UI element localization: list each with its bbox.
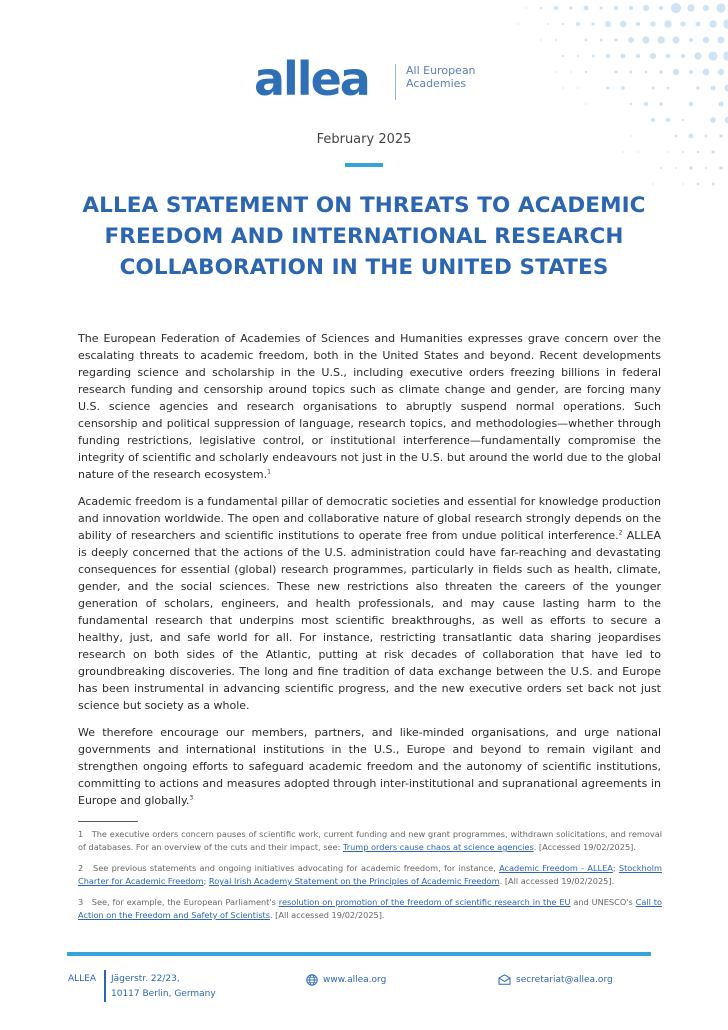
footnote-2-sep-1: ; (612, 863, 619, 873)
email-link[interactable]: secretariat@allea.org (516, 974, 613, 985)
tagline-line-2: Academies (406, 77, 467, 90)
decorative-dot (710, 117, 716, 123)
decorative-dot (555, 39, 557, 41)
footnote-3 (78, 896, 662, 922)
decorative-dot (599, 6, 602, 9)
footnote-ref-1[interactable]: 1 (267, 468, 271, 476)
decorative-dot (628, 37, 634, 43)
decorative-dot (600, 39, 603, 42)
decorative-dot (569, 6, 572, 9)
decorative-dot (614, 6, 618, 10)
header (0, 52, 728, 106)
logo-tagline (406, 64, 496, 90)
decorative-dot (554, 6, 558, 10)
paragraph-1-text: The European Federation of Academies of Sciences and Humanities expresses grave concern over the escalating threats to academic freedom, both in the United States and beyond. Recent developments regarding science and scholarship in the U.S., including executive orders freezing billions in federal research funding and censorship around topics such as climate change and gender, are forcing many U.S. science agencies and research organisations to abruptly suspend normal operations. Such censorship and political suppression of language, research topics, and methodologies—whether through funding restrictions, legislative control, or institutional interference—fundamentally compromise the integrity of scientific and scholarly endeavours not just in the U.S. but around the world due to the global nature of the research ecosystem. (78, 332, 661, 481)
decorative-dot (562, 23, 564, 25)
footnote-2 (78, 862, 662, 888)
footnotes (78, 828, 662, 930)
decorative-dot (615, 39, 618, 42)
decorative-dot (540, 7, 543, 10)
decorative-dot (696, 22, 701, 27)
footnote-1-text-a: The executive orders concern pauses of scientific work, current funding and new grant programmes, withdrawn solicitations, and removal of databases. For an overview of the cuts and their impact, see: (78, 829, 662, 852)
footnote-1-text-b: . [Accessed 19/02/2025]. (533, 842, 636, 852)
decorative-dot (583, 5, 588, 10)
statement-title: ALLEA STATEMENT ON THREATS TO ACADEMIC FREEDOM AND INTERNATIONAL RESEARCH COLLABORATION IN THE UNITED STATES (82, 193, 646, 280)
decorative-dot (666, 118, 670, 122)
decorative-dot (660, 167, 662, 169)
decorative-dot (689, 38, 693, 42)
decorative-dot (717, 36, 724, 43)
footnote-1 (78, 828, 662, 854)
footnote-3-text-mid: and UNESCO's (570, 897, 636, 907)
decorative-dot (716, 3, 725, 12)
decorative-dot (650, 21, 655, 26)
footnote-3-text-a: See, for example, the European Parliament's (91, 897, 279, 907)
address-line-2: 10117 Berlin, Germany (111, 989, 216, 999)
footnote-2-text-a: See previous statements and ongoing initiatives advocating for academic freedom, for instance, (93, 863, 500, 873)
footer-divider (104, 970, 106, 1002)
decorative-dot (719, 166, 723, 170)
footnote-2-link-stockholm[interactable]: Stockholm Charter for Academic Freedom (78, 863, 662, 886)
footnote-2-link-royal-irish[interactable]: Royal Irish Academy Statement on the Principles of Academic Freedom (208, 876, 500, 886)
footnote-2-number: 2 (78, 863, 84, 873)
decorative-dot (712, 183, 715, 186)
footnote-1-number: 1 (78, 829, 84, 839)
decorative-dot (657, 36, 664, 43)
globe-icon (306, 974, 318, 986)
footnote-divider (78, 821, 138, 822)
decorative-dot (547, 23, 549, 25)
footnote-3-link-ep-resolution[interactable]: resolution on promotion of the freedom of scientific research in the EU (278, 897, 571, 907)
decorative-dot (636, 22, 640, 26)
decorative-dot (682, 119, 685, 122)
footnote-ref-2[interactable]: 2 (618, 529, 623, 537)
decorative-dot (585, 39, 588, 42)
mail-icon (498, 974, 511, 985)
decorative-dot (591, 22, 594, 25)
decorative-dot (652, 183, 654, 185)
decorative-dot (667, 151, 669, 153)
tagline-line-1: All European (406, 64, 476, 77)
decorative-dot (642, 36, 649, 43)
publication-date: February 2025 (316, 132, 412, 147)
address-line-1: Jägerstr. 22/23, (111, 974, 180, 984)
decorative-dot (673, 37, 680, 44)
decorative-dot (671, 3, 681, 13)
decorative-dot (659, 6, 663, 10)
decorative-dot (622, 151, 624, 153)
decorative-dot (682, 151, 684, 153)
footer-website[interactable] (306, 974, 386, 986)
decorative-dot (540, 39, 542, 41)
decorative-dot (687, 4, 694, 11)
footnote-3-number: 3 (78, 897, 84, 907)
paragraph-2-text-a: Academic freedom is a fundamental pillar of democratic societies and essential for knowledge production and innovation worldwide. The open and collaborative nature of global research strongly depends on the ability of researchers and scientific institutions to operate free from undue political interference. (78, 495, 661, 542)
footnote-2-link-allea[interactable]: Academic Freedom - ALLEA (499, 863, 613, 873)
decorative-dot (675, 167, 677, 169)
decorative-dot (723, 19, 728, 29)
footer-address (111, 972, 216, 1002)
footnote-3-text-b: . [All accessed 19/02/2025]. (269, 910, 385, 920)
decorative-dot (709, 20, 716, 27)
decorative-dot (682, 183, 684, 185)
footnote-2-text-b: . [All accessed 19/02/2025]. (499, 876, 615, 886)
paragraph-1 (78, 330, 661, 483)
decorative-dot (637, 151, 639, 153)
decorative-dot (711, 150, 714, 153)
footnote-1-link[interactable]: Trump orders cause chaos at science agencies (342, 842, 534, 852)
decorative-dot (517, 23, 519, 25)
footnote-3-link-unesco[interactable]: Call to Action on the Freedom and Safety of Scientists (78, 897, 662, 920)
decorative-dot (525, 7, 527, 9)
decorative-dot (643, 5, 649, 11)
decorative-dot (651, 118, 655, 122)
decorative-dot (605, 21, 611, 27)
decorative-dot (689, 166, 692, 169)
decorative-dot (697, 183, 700, 186)
allea-logo: allea (254, 52, 369, 106)
decorative-dot (629, 6, 633, 10)
footer-bar (67, 952, 651, 956)
decorative-dot (576, 22, 580, 26)
footnote-ref-3[interactable]: 3 (189, 794, 194, 802)
decorative-dot (705, 167, 707, 169)
decorative-dot (680, 21, 685, 26)
decorative-dot (620, 21, 626, 27)
decorative-dot (703, 5, 709, 11)
website-link[interactable]: www.allea.org (323, 975, 387, 985)
decorative-dot (697, 151, 700, 154)
decorative-dot (664, 20, 671, 27)
paragraph-2 (78, 493, 661, 714)
footnote-2-sep-2: ; (203, 876, 209, 886)
logo-divider (395, 64, 396, 100)
date-underline (345, 163, 383, 167)
decorative-dot (703, 37, 709, 43)
paragraph-2-text-b: ALLEA is deeply concerned that the actions of the U.S. administration could have far-reaching and devastating consequences for essential (global) research programmes, particularly in fields such as health, climate, gender, and the social sciences. These new restrictions also threaten the careers of the younger generation of scholars, engineers, and health professionals, and may cause lasting harm to the fundamental research that underpins most scientific breakthroughs, as well as efforts to secure a healthy, just, and safe world for all. For instance, restricting transatlantic data sharing jeopardises research on both sides of the Atlantic, putting at risk decades of collaboration that have led to groundbreaking discoveries. The long and fine tradition of data exchange between the U.S. and Europe has been instrumental in advancing scientific progress, and the new executive orders set back not just science but society as a whole. (78, 529, 661, 712)
paragraph-3 (78, 724, 661, 809)
statement-body (78, 330, 661, 819)
paragraph-3-text: We therefore encourage our members, partners, and like-minded organisations, and urge national governments and international institutions in the U.S., Europe and beyond to remain vigilant and strengthen ongoing efforts to safeguard academic freedom and the autonomy of scientific institutions, committing to actions and measures adopted through inter-institutional and supranational agreements in Europe and globally. (78, 726, 661, 807)
footer-org: ALLEA (68, 974, 97, 984)
footer-email[interactable] (498, 974, 613, 985)
